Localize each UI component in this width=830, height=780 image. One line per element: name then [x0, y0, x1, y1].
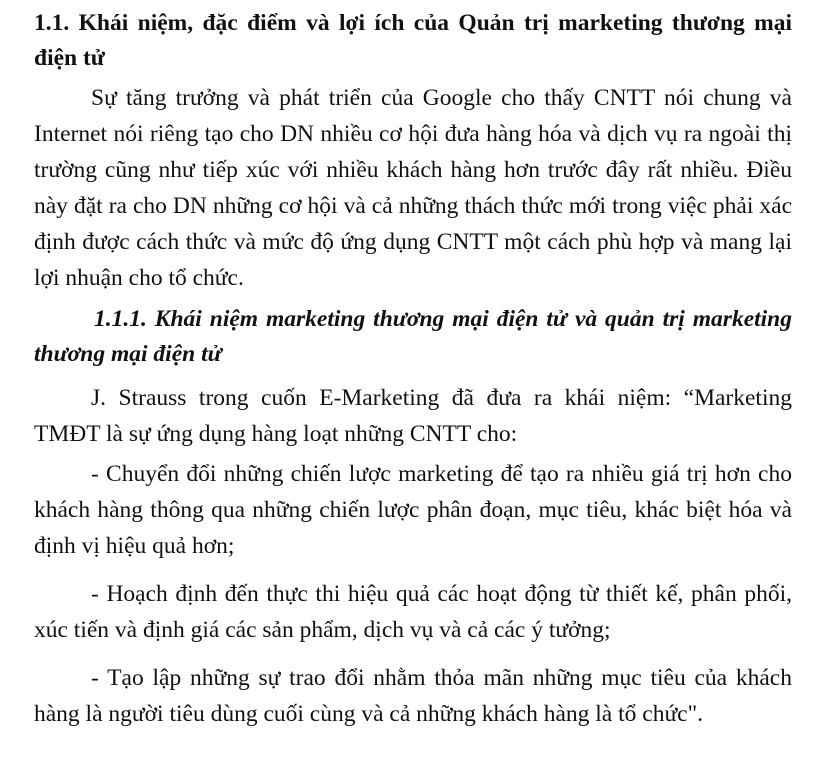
- document-page: [34, 6, 792, 744]
- subsection-heading: 1.1.1. Khái niệm marketing thương mại điện tử và quản trị marketing thương mại điện tử: [34, 306, 792, 367]
- list-item: - Hoạch định đến thực thi hiệu quả các hoạt động từ thiết kế, phân phối, xúc tiến và định giá các sản phẩm, dịch vụ và cả các ý tưởng;: [34, 581, 792, 643]
- intro-paragraph: Sự tăng trưởng và phát triển của Google cho thấy CNTT nói chung và Internet nói riêng tạo cho DN nhiều cơ hội đưa hàng hóa và dịch vụ ra ngoài thị trường cũng như tiếp xúc với nhiều khách hàng hơn trước đây rất nhiều. Điều này đặt ra cho DN những cơ hội và cả những thách thức mới trong việc phải xác định được cách thức và mức độ ứng dụng CNTT một cách phù hợp và mang lại lợi nhuận cho tổ chức.: [34, 85, 792, 291]
- list-item: - Chuyển đổi những chiến lược marketing để tạo ra nhiều giá trị hơn cho khách hàng thông qua những chiến lược phân đoạn, mục tiêu, khác biệt hóa và định vị hiệu quả hơn;: [34, 461, 792, 559]
- definition-intro: J. Strauss trong cuốn E-Marketing đã đưa ra khái niệm: “Marketing TMĐT là sự ứng dụng hàng loạt những CNTT cho:: [34, 385, 792, 447]
- list-item: - Tạo lập những sự trao đổi nhằm thỏa mãn những mục tiêu của khách hàng là người tiêu dùng cuối cùng và cả những khách hàng là tổ chức".: [34, 665, 792, 727]
- section-heading: 1.1. Khái niệm, đặc điểm và lợi ích của Quản trị marketing thương mại điện tử: [34, 10, 792, 71]
